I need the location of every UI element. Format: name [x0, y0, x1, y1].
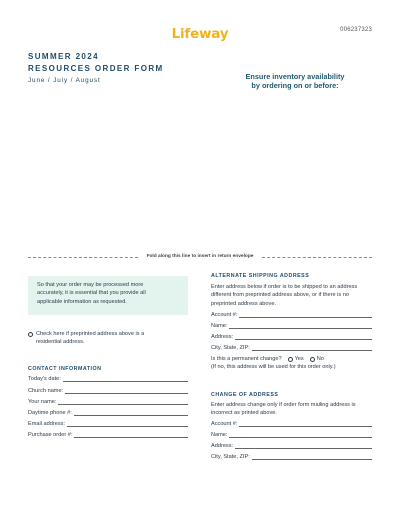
residential-radio-icon[interactable] [28, 332, 33, 337]
alt-shipping-description [211, 283, 376, 308]
residential-line-2: residential address. [36, 339, 85, 346]
residential-address-option[interactable] [28, 330, 188, 347]
title-season: SUMMER 2024 [28, 52, 99, 61]
field-label: Daytime phone #: [28, 410, 72, 416]
change-name-input[interactable] [229, 432, 372, 438]
yes-label: Yes [294, 356, 304, 362]
field-label: Your name: [28, 399, 57, 405]
change-address-heading: CHANGE OF ADDRESS [211, 392, 279, 398]
field-daytime-phone[interactable] [28, 410, 188, 417]
daytime-phone-input[interactable] [74, 410, 188, 416]
alt-city-state-zip-input[interactable] [252, 345, 372, 351]
your-name-input[interactable] [58, 399, 188, 405]
field-label: City, State, ZIP: [211, 454, 250, 460]
field-your-name[interactable] [28, 399, 188, 406]
residential-label [36, 330, 144, 347]
change-city-state-zip-input[interactable] [252, 454, 372, 460]
deadline-line-1: Ensure inventory availability [245, 72, 345, 81]
alt-shipping-desc-2: different from preprinted address above, or if there is no [211, 292, 349, 299]
field-label: Purchase order #: [28, 432, 73, 438]
alt-name-input[interactable] [229, 323, 372, 329]
field-label: Address: [211, 443, 234, 449]
alt-address-input[interactable] [235, 334, 372, 340]
field-todays-date[interactable] [28, 376, 188, 383]
field-email-address[interactable] [28, 421, 188, 428]
alt-field-city-state-zip[interactable] [211, 345, 372, 352]
field-label: Church name: [28, 388, 64, 394]
yes-radio-icon[interactable] [288, 357, 293, 362]
fold-dash-right [262, 257, 372, 258]
title-months: June / July / August [28, 77, 101, 84]
document-number: 006237323 [340, 27, 372, 33]
church-name-input[interactable] [65, 388, 188, 394]
change-address-input[interactable] [235, 443, 372, 449]
title-form-name: RESOURCES ORDER FORM [28, 64, 164, 73]
field-church-name[interactable] [28, 388, 188, 395]
change-field-address[interactable] [211, 443, 372, 450]
change-address-desc-2: incorrect as printed above. [211, 410, 277, 417]
no-radio-icon[interactable] [310, 357, 315, 362]
deadline-line-2: by ordering on or before: [251, 80, 339, 90]
form-title-block [28, 51, 164, 84]
permanent-change-note: (If no, this address will be used for this order only.) [211, 364, 336, 370]
contact-heading: CONTACT INFORMATION [28, 366, 102, 372]
alt-field-address[interactable] [211, 334, 372, 341]
change-field-name[interactable] [211, 432, 372, 439]
purchase-order-input[interactable] [74, 432, 188, 438]
lifeway-logo: Lifeway [171, 26, 229, 42]
residential-line-1: Check here if preprinted address above is a [36, 331, 145, 337]
alt-shipping-desc-1: Enter address below if order is to be shipped to an address [211, 284, 358, 290]
field-label: Name: [211, 432, 228, 438]
field-label: Name: [211, 323, 228, 329]
field-label: Account #: [211, 421, 238, 427]
change-field-account[interactable] [211, 421, 372, 428]
field-label: Today's date: [28, 376, 61, 382]
email-address-input[interactable] [67, 421, 188, 427]
field-label: Account #: [211, 312, 238, 318]
change-account-input[interactable] [239, 421, 372, 427]
change-address-desc-1: Enter address change only if order form mailing address is [211, 402, 356, 408]
alt-account-input[interactable] [239, 312, 372, 318]
alt-field-account[interactable] [211, 312, 372, 319]
notice-line-3: applicable information as requested. [37, 298, 127, 305]
change-address-description [211, 401, 376, 418]
alt-shipping-heading: ALTERNATE SHIPPING ADDRESS [211, 273, 310, 279]
alt-field-name[interactable] [211, 323, 372, 330]
alt-shipping-desc-3: preprinted address above. [211, 300, 276, 307]
fold-line [28, 252, 372, 262]
fold-instruction: Fold along this line to insert in return envelope [146, 254, 254, 259]
notice-line-1: So that your order may be processed more [37, 282, 144, 288]
change-field-city-state-zip[interactable] [211, 454, 372, 461]
field-purchase-order[interactable] [28, 432, 188, 439]
accuracy-notice-box [28, 276, 188, 315]
field-label: City, State, ZIP: [211, 345, 250, 351]
field-label: Email address: [28, 421, 65, 427]
order-deadline-notice [225, 73, 365, 91]
permanent-change-label: Is this a permanent change? [211, 356, 282, 362]
notice-line-2: accurately, it is essential that you provide all [37, 290, 146, 297]
no-label: No [316, 356, 324, 362]
todays-date-input[interactable] [63, 376, 188, 382]
field-label: Address: [211, 334, 234, 340]
